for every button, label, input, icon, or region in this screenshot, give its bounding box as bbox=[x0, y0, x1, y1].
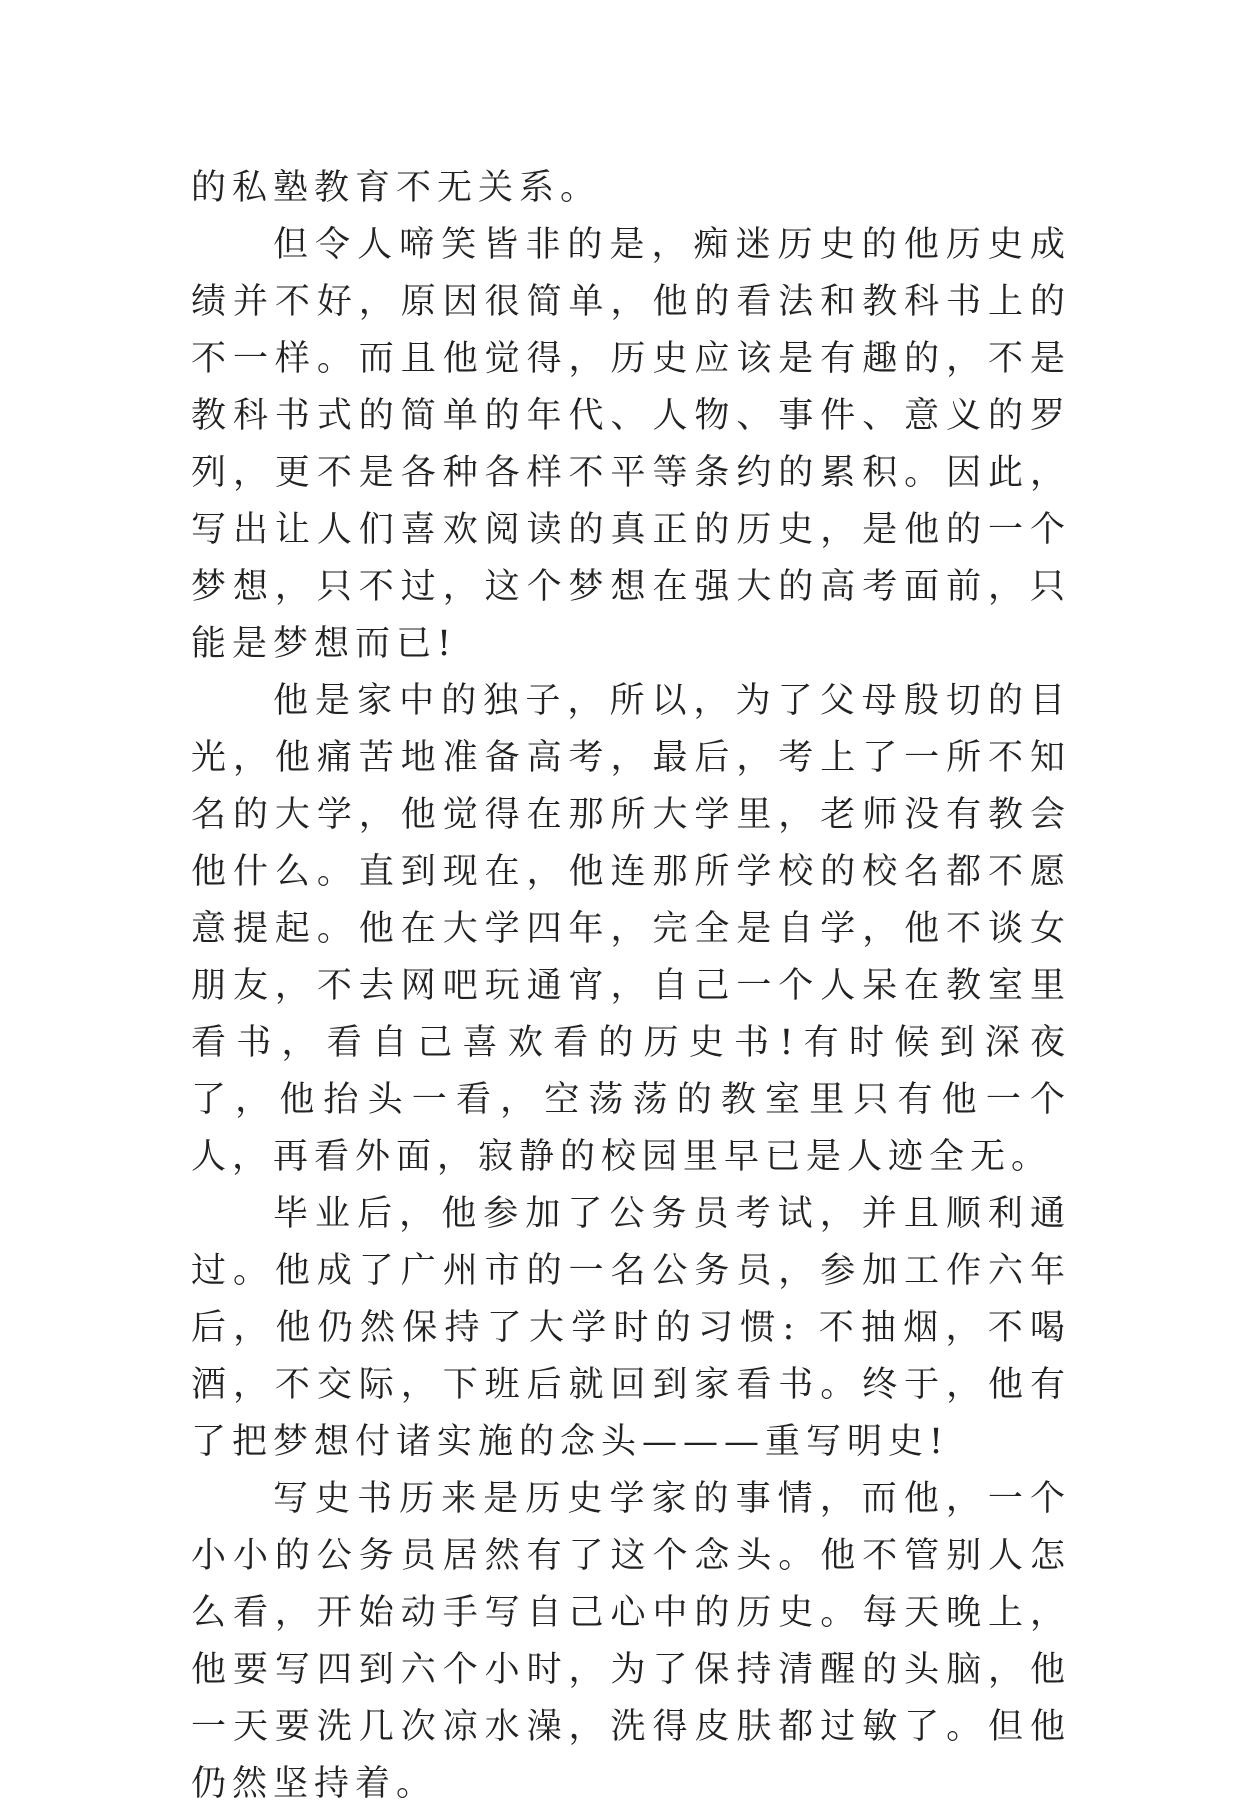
paragraph-3: 他是家中的独子，所以，为了父母殷切的目光，他痛苦地准备高考，最后，考上了一所不知名的大学，他觉得在那所大学里，老师没有教会他什么。直到现在，他连那所学校的校名都不愿意提起。他在大学四年，完全是自学，他不谈女朋友，不去网吧玩通宵，自己一个人呆在教室里看书，看自己喜欢看的历史书!有时候到深夜了，他抬头一看，空荡荡的教室里只有他一个人，再看外面，寂静的校园里早已是人迹全无。 bbox=[191, 681, 1071, 1177]
paragraph-2: 但令人啼笑皆非的是，痴迷历史的他历史成绩并不好，原因很简单，他的看法和教科书上的不一样。而且他觉得，历史应该是有趣的，不是教科书式的简单的年代、人物、事件、意义的罗列，更不是各种各样不平等条约的累积。因此，写出让人们喜欢阅读的真正的历史，是他的一个梦想，只不过，这个梦想在强大的高考面前，只能是梦想而已! bbox=[191, 225, 1071, 664]
paragraph-5: 写史书历来是历史学家的事情，而他，一个小小的公务员居然有了这个念头。他不管别人怎么看，开始动手写自己心中的历史。每天晚上，他要写四到六个小时，为了保持清醒的头脑，他一天要洗几次凉水澡，洗得皮肤都过敏了。但他仍然坚持着。 bbox=[191, 1479, 1071, 1804]
paragraph-4: 毕业后，他参加了公务员考试，并且顺利通过。他成了广州市的一名公务员，参加工作六年后，他仍然保持了大学时的习惯: 不抽烟，不喝酒，不交际，下班后就回到家看书。终于，他有了把梦想付诸实施的念头———重写明史! bbox=[191, 1194, 1071, 1462]
paragraph-1: 的私塾教育不无关系。 bbox=[191, 168, 602, 208]
document-body bbox=[191, 160, 1071, 1813]
